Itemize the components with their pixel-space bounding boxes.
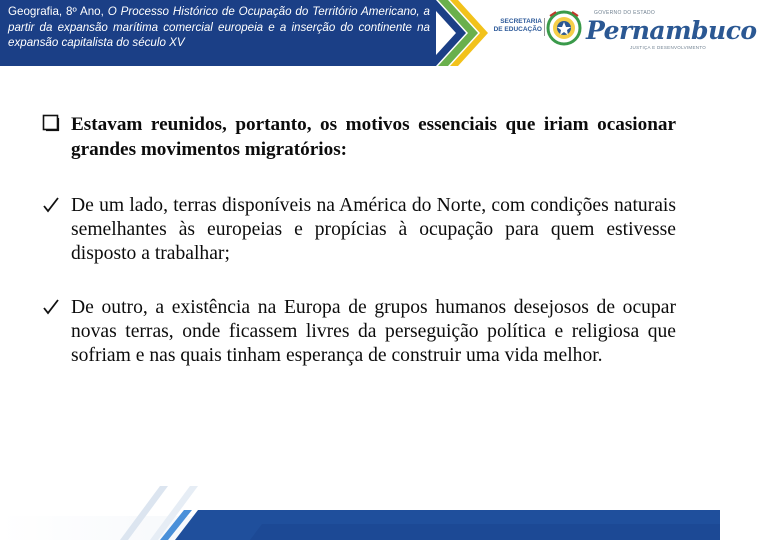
list-item — [42, 296, 676, 368]
square-bullet-icon — [42, 114, 60, 132]
header-subject-italic: O Processo Histórico de Ocupação do Território Americano, a partir da expansão marítima comercial europeia e a inserção do continente na expansão capitalista do século XV — [8, 5, 430, 49]
footer-stripes-decoration — [0, 486, 720, 540]
secretaria-line1: SECRETARIA — [500, 18, 542, 25]
government-logos — [490, 6, 757, 58]
secretaria-line2: DE EDUCAÇÃO — [493, 26, 542, 33]
header-subject-plain: Geografia, 8º Ano, — [8, 5, 108, 18]
list-item — [42, 194, 676, 266]
state-seal-icon — [546, 8, 582, 48]
point-text-1: De um lado, terras disponíveis na América do Norte, com condições naturais semelhantes às europeias e propícias à ocupação para quem estivesse disposto a trabalhar; — [71, 195, 676, 264]
pernambuco-wordmark: Pernambuco — [586, 16, 757, 45]
checkmark-icon — [42, 196, 60, 214]
heading-text: Estavam reunidos, portanto, os motivos essenciais que iriam ocasionar grandes movimentos migratórios: — [71, 114, 676, 160]
point-text-2: De outro, a existência na Europa de grupos humanos desejosos de ocupar novas terras, onde ficassem livres da perseguição política e religiosa que sofriam e nas quais tinham esperança de construir uma vida melhor. — [71, 297, 676, 366]
header-banner — [0, 0, 436, 66]
slide-content — [42, 112, 676, 368]
header-chevrons-decoration — [426, 0, 488, 66]
gov-bottom-label: JUSTIÇA E DESENVOLVIMENTO — [630, 45, 707, 50]
heading-item — [42, 112, 676, 162]
secretaria-logo-text — [490, 18, 542, 34]
checkmark-icon — [42, 298, 60, 316]
gov-top-label: GOVERNO DO ESTADO — [594, 10, 656, 16]
header-subject — [8, 4, 430, 51]
